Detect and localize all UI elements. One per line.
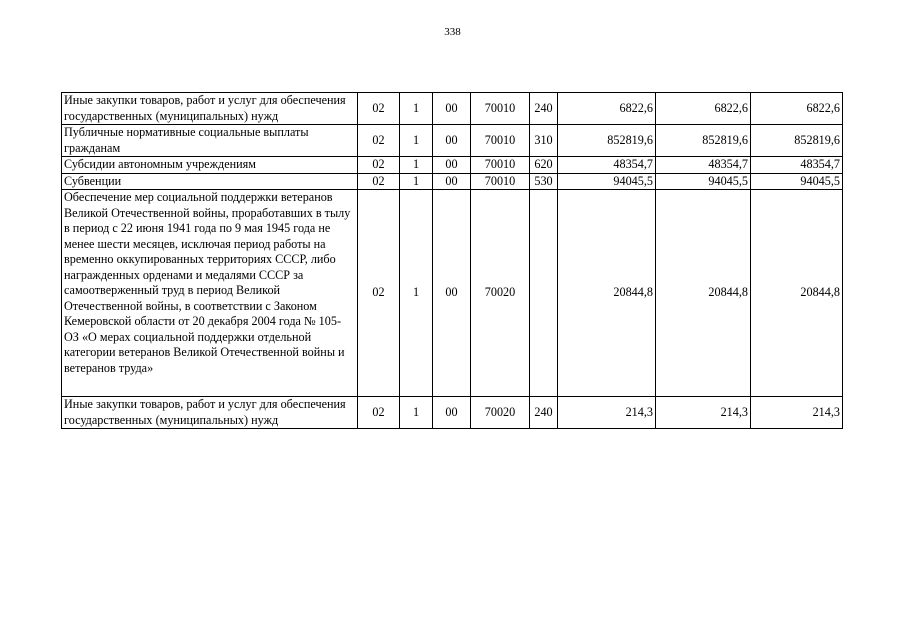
section-code: 02 xyxy=(358,157,400,174)
amount-3: 6822,6 xyxy=(751,93,843,125)
expense-type-code: 310 xyxy=(530,125,558,157)
amount-1: 6822,6 xyxy=(558,93,656,125)
budget-table xyxy=(61,92,843,429)
table-row xyxy=(62,125,843,157)
expense-type-code xyxy=(530,190,558,397)
subprogram-code: 00 xyxy=(433,125,471,157)
amount-2: 852819,6 xyxy=(656,125,751,157)
program-code: 1 xyxy=(400,190,433,397)
expense-type-code: 620 xyxy=(530,157,558,174)
section-code: 02 xyxy=(358,93,400,125)
direction-code: 70010 xyxy=(471,173,530,190)
expense-type-code: 240 xyxy=(530,93,558,125)
table-row xyxy=(62,157,843,174)
amount-3: 852819,6 xyxy=(751,125,843,157)
subprogram-code: 00 xyxy=(433,157,471,174)
amount-1: 214,3 xyxy=(558,397,656,429)
row-description: Обеспечение мер социальной поддержки ветеранов Великой Отечественной войны, проработавших в тылу в период с 22 июня 1941 года по 9 мая 1945 года не менее шести месяцев, исключая период работы на временно оккупированных территориях СССР, либо награжденных орденами и медалями СССР за самоотверженный труд в период Великой Отечественной войны, в соответствии с Законом Кемеровской области от 20 декабря 2004 года № 105-ОЗ «О мерах социальной поддержки отдельной категории ветеранов Великой Отечественной войны и ветеранов труда» xyxy=(62,190,358,397)
direction-code: 70020 xyxy=(471,397,530,429)
amount-3: 94045,5 xyxy=(751,173,843,190)
amount-2: 20844,8 xyxy=(656,190,751,397)
program-code: 1 xyxy=(400,93,433,125)
amount-2: 214,3 xyxy=(656,397,751,429)
expense-type-code: 530 xyxy=(530,173,558,190)
table-row xyxy=(62,397,843,429)
table-row xyxy=(62,93,843,125)
table-row xyxy=(62,190,843,397)
amount-3: 214,3 xyxy=(751,397,843,429)
amount-1: 20844,8 xyxy=(558,190,656,397)
page-number: 338 xyxy=(444,26,461,38)
section-code: 02 xyxy=(358,190,400,397)
program-code: 1 xyxy=(400,397,433,429)
row-description: Субвенции xyxy=(62,173,358,190)
direction-code: 70010 xyxy=(471,157,530,174)
program-code: 1 xyxy=(400,157,433,174)
section-code: 02 xyxy=(358,125,400,157)
program-code: 1 xyxy=(400,125,433,157)
direction-code: 70020 xyxy=(471,190,530,397)
row-description: Иные закупки товаров, работ и услуг для обеспечения государственных (муниципальных) нужд xyxy=(62,397,358,429)
subprogram-code: 00 xyxy=(433,190,471,397)
expense-type-code: 240 xyxy=(530,397,558,429)
direction-code: 70010 xyxy=(471,125,530,157)
subprogram-code: 00 xyxy=(433,173,471,190)
row-description: Иные закупки товаров, работ и услуг для обеспечения государственных (муниципальных) нужд xyxy=(62,93,358,125)
amount-3: 20844,8 xyxy=(751,190,843,397)
direction-code: 70010 xyxy=(471,93,530,125)
subprogram-code: 00 xyxy=(433,93,471,125)
amount-2: 94045,5 xyxy=(656,173,751,190)
amount-1: 852819,6 xyxy=(558,125,656,157)
amount-1: 48354,7 xyxy=(558,157,656,174)
subprogram-code: 00 xyxy=(433,397,471,429)
amount-1: 94045,5 xyxy=(558,173,656,190)
row-description: Публичные нормативные социальные выплаты гражданам xyxy=(62,125,358,157)
row-description: Субсидии автономным учреждениям xyxy=(62,157,358,174)
amount-2: 48354,7 xyxy=(656,157,751,174)
section-code: 02 xyxy=(358,173,400,190)
amount-2: 6822,6 xyxy=(656,93,751,125)
table-row xyxy=(62,173,843,190)
section-code: 02 xyxy=(358,397,400,429)
amount-3: 48354,7 xyxy=(751,157,843,174)
program-code: 1 xyxy=(400,173,433,190)
